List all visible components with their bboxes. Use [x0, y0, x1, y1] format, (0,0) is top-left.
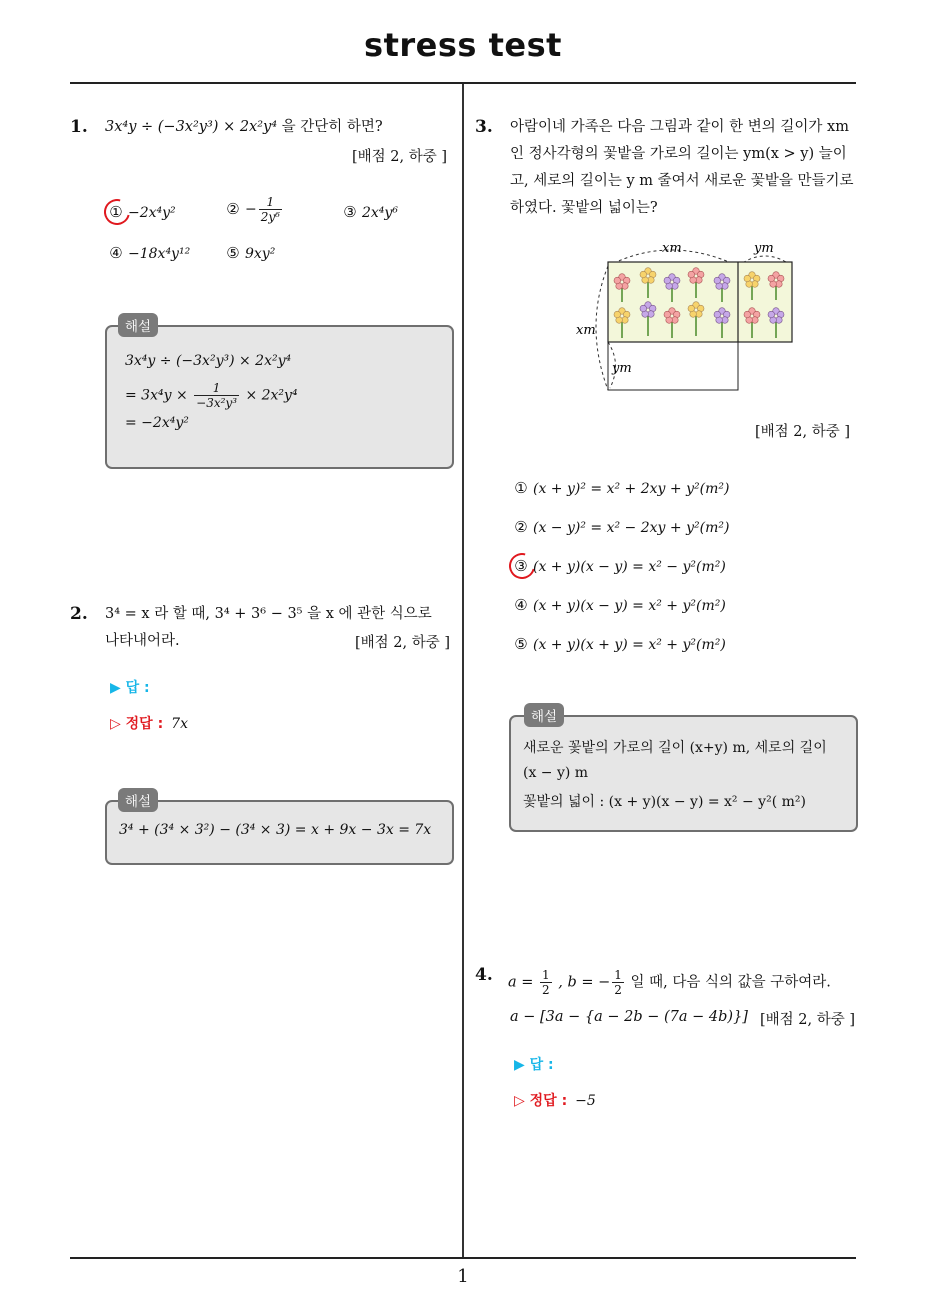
question-3-line-4: 하였다. 꽃밭의 넓이는?: [510, 200, 658, 216]
question-4-answer-field[interactable]: ▶ 답 :: [514, 1057, 554, 1073]
question-3-choice-5[interactable]: ⑤ (x + y)(x + y) = x² + y²(m²): [514, 635, 726, 653]
page-number: 1: [457, 1266, 469, 1287]
question-1-text: [105, 114, 383, 141]
flower-garden-figure: [570, 236, 800, 398]
question-1-choice-5[interactable]: ⑤ 9xy²: [226, 244, 276, 262]
question-2-number: 2.: [70, 604, 88, 624]
question-1-meta: [배점 2, 하중 ]: [352, 149, 448, 165]
question-3-choice-1[interactable]: ① (x + y)² = x² + 2xy + y²(m²): [514, 479, 730, 497]
page-title: stress test: [364, 26, 562, 64]
question-1-choice-3[interactable]: ③ 2x⁴y⁶: [343, 203, 398, 221]
label-side-x: xm: [576, 323, 596, 338]
question-3-line-3: 고, 세로의 길이는 y m 줄여서 새로운 꽃밭을 만들기로: [510, 173, 854, 189]
question-1-solution-box: 3x⁴y ÷ (−3x²y³) × 2x²y⁴ = 3x⁴y × $\frac{1}{\text{−3x²y³}}$ × 2x²y⁴ = −2x⁴y²: [105, 325, 454, 469]
footer-rule: [70, 1257, 856, 1259]
question-4-number: 4.: [475, 965, 493, 985]
column-divider: [462, 84, 464, 1258]
question-4-meta: [배점 2, 하중 ]: [760, 1012, 856, 1028]
question-2-answer-field[interactable]: ▶ 답 :: [110, 680, 150, 696]
question-2-solution-label: 해설: [118, 788, 158, 812]
question-2-line-1: 3⁴ = x 라 할 때, 3⁴ + 3⁶ − 3⁵ 을 x 에 관한 식으로: [105, 606, 432, 622]
question-2-solution-box: 3⁴ + (3⁴ × 3²) − (3⁴ × 3) = x + 9x − 3x = 7x: [105, 800, 454, 865]
question-4-expression: a − [3a − {a − 2b − (7a − 4b)}]: [510, 1009, 748, 1025]
question-1-choice-1[interactable]: ① −2x⁴y²: [109, 203, 176, 221]
question-3-line-1: 아람이네 가족은 다음 그림과 같이 한 변의 길이가 xm: [510, 119, 849, 135]
question-3-number: 3.: [475, 117, 493, 137]
question-3-line-2: 인 정사각형의 꽃밭을 가로의 길이는 ym(x > y) 늘이: [510, 146, 847, 162]
question-4-correct-answer: ▷ 정답 : −5: [514, 1093, 596, 1109]
label-side-y: ym: [612, 361, 632, 376]
label-top-x: xm: [662, 241, 682, 256]
question-2-meta: [배점 2, 하중 ]: [355, 635, 451, 651]
question-2-correct-answer: ▷ 정답 : 7x: [110, 716, 188, 732]
question-1-choice-4[interactable]: ④ −18x⁴y¹²: [109, 244, 191, 262]
question-1-number: 1.: [70, 117, 88, 137]
question-3-meta: [배점 2, 하중 ]: [755, 424, 851, 440]
question-3-solution-box: 새로운 꽃밭의 가로의 길이 (x+y) m, 세로의 길이 (x − y) m 꽃밭의 넓이 : (x + y)(x − y) = x² − y²( m²): [509, 715, 858, 832]
question-1-expression: 3x⁴y ÷ (−3x²y³) × 2x²y⁴: [105, 119, 278, 135]
label-top-y: ym: [754, 241, 774, 256]
question-1-prompt: 을 간단히 하면?: [281, 119, 383, 135]
question-3-choice-2[interactable]: ② (x − y)² = x² − 2xy + y²(m²): [514, 518, 730, 536]
question-4-text: a = $\frac{1}{2}$ , b = − $\frac{1}{2}$ 일 때, 다음 식의 값을 구하여라.: [508, 968, 831, 997]
question-3-choice-3[interactable]: ③ (x + y)(x − y) = x² − y²(m²): [514, 557, 726, 575]
question-3-solution-label: 해설: [524, 703, 564, 727]
question-1-solution-label: 해설: [118, 313, 158, 337]
question-2-line-2: 나타내어라.: [105, 633, 180, 649]
question-1-choice-2[interactable]: ② − $\frac{1}{\text{2y⁶}}$: [226, 195, 280, 224]
question-3-choice-4[interactable]: ④ (x + y)(x − y) = x² + y²(m²): [514, 596, 726, 614]
